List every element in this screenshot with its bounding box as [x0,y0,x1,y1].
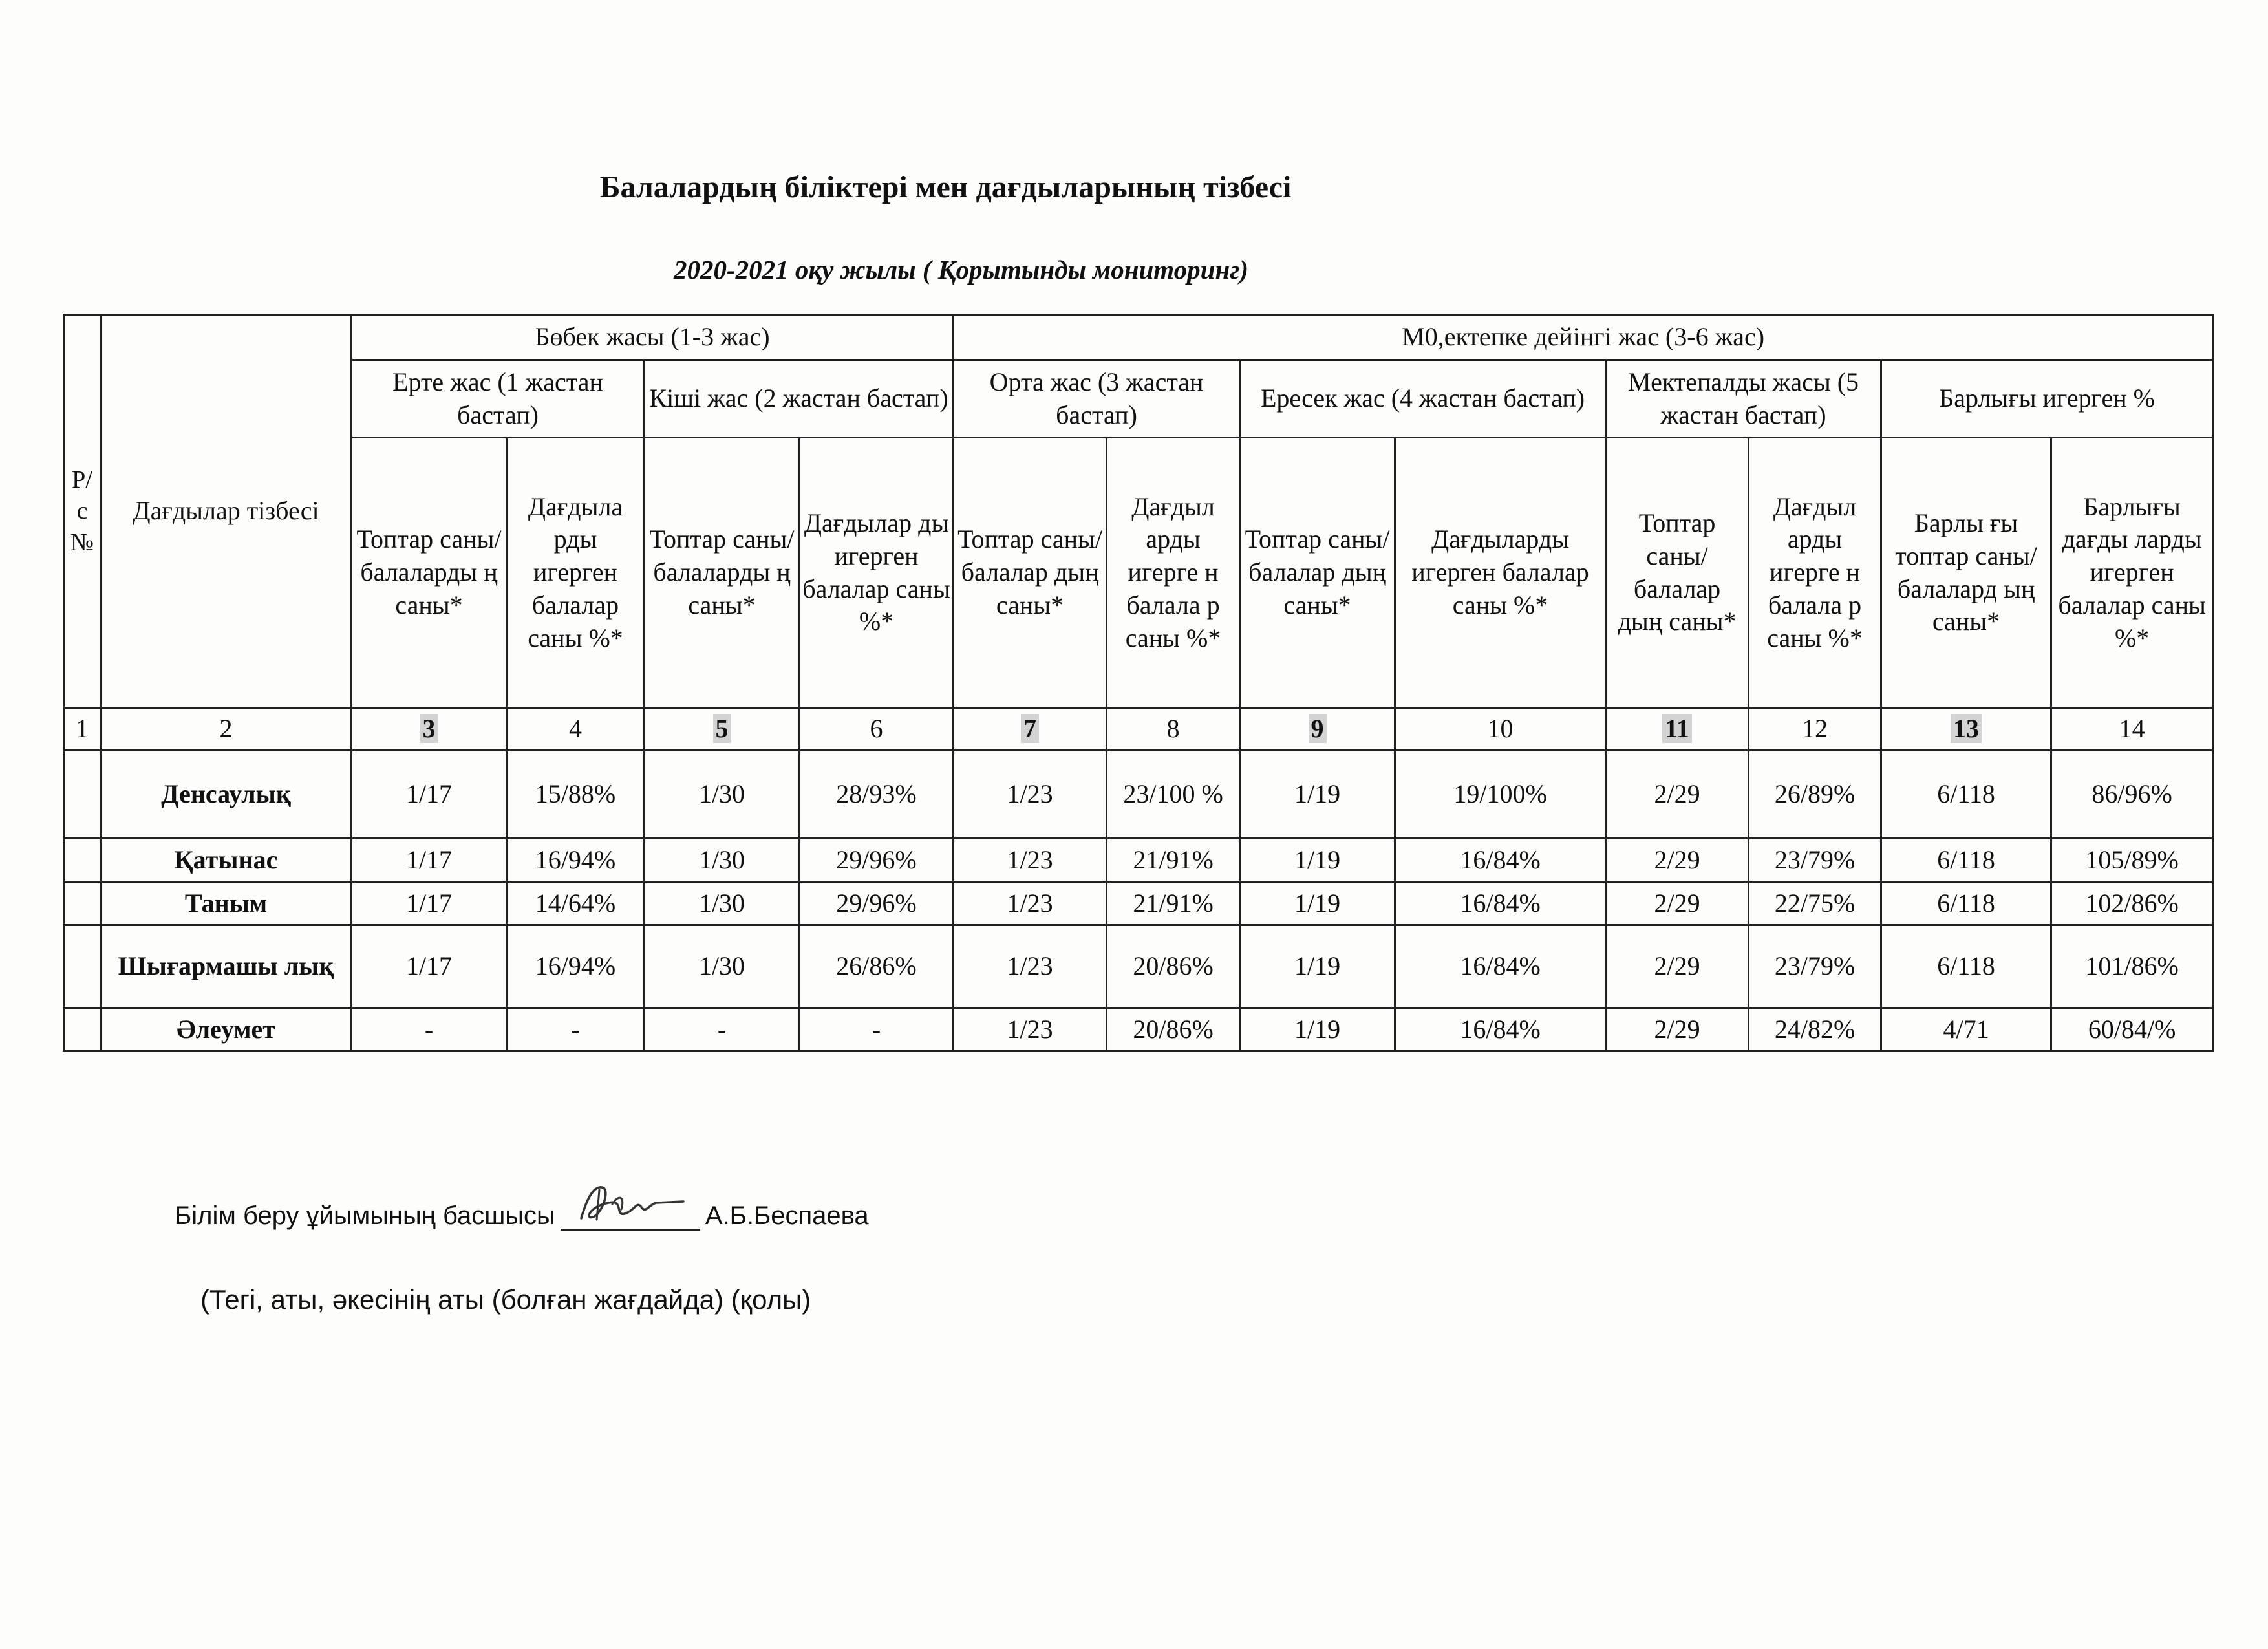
column-number: 5 [645,708,800,751]
data-cell: 28/93% [800,751,954,839]
data-cell: 2/29 [1606,751,1749,839]
column-header: Топтар саны/ балалар дың саны* [1606,438,1749,708]
data-cell: - [645,1008,800,1051]
column-header: Барлығы дағды ларды игерген балалар саны %* [2051,438,2213,708]
data-cell: 16/94% [507,839,645,882]
data-cell: 1/30 [645,882,800,925]
column-number: 12 [1749,708,1881,751]
skills-monitoring-table [63,314,2214,1052]
data-cell: 19/100% [1395,751,1606,839]
column-header: Дағдылар ды игерген балалар саны %* [800,438,954,708]
data-cell: 1/19 [1240,882,1395,925]
document-title: Балалардың біліктері мен дағдыларының тізбесі [599,170,1292,204]
data-cell: 1/19 [1240,925,1395,1008]
data-cell: 23/79% [1749,925,1881,1008]
head-label: Білім беру ұйымының басшысы [175,1202,555,1230]
data-cell: 4/71 [1881,1008,2051,1051]
document-subtitle: 2020-2021 оқу жылы ( Қорытынды мониторинг) [673,255,1248,285]
age-group-header: Бөбек жасы (1-3 жас) [352,315,954,360]
data-cell: 1/23 [954,839,1107,882]
column-header: Топтар саны/ балалар дың саны* [954,438,1107,708]
data-cell: 20/86% [1107,1008,1240,1051]
data-cell: 16/84% [1395,925,1606,1008]
data-cell: 2/29 [1606,882,1749,925]
data-cell: 105/89% [2051,839,2213,882]
column-header: Дағдыл арды игерге н балала р саны %* [1749,438,1881,708]
row-number-cell [64,1008,101,1051]
data-cell: 21/91% [1107,839,1240,882]
data-cell: 1/17 [352,882,507,925]
subgroup-header: Орта жас (3 жастан бастап) [954,360,1240,438]
age-group-header: М0,ектепке дейінгі жас (3-6 жас) [954,315,2213,360]
data-cell: 22/75% [1749,882,1881,925]
column-header: Топтар саны/ балаларды ң саны* [645,438,800,708]
data-cell: 16/84% [1395,839,1606,882]
data-cell: 1/19 [1240,751,1395,839]
data-cell: 6/118 [1881,839,2051,882]
data-cell: 101/86% [2051,925,2213,1008]
data-cell: 1/19 [1240,839,1395,882]
skill-name: Денсаулық [101,751,352,839]
column-header: Дағдыларды игерген балалар саны %* [1395,438,1606,708]
table-row [64,751,2213,839]
data-cell: 29/96% [800,839,954,882]
column-header: Барлы ғы топтар саны/ балалард ың саны* [1881,438,2051,708]
data-cell: 29/96% [800,882,954,925]
data-cell: 86/96% [2051,751,2213,839]
column-number: 2 [101,708,352,751]
data-cell: 1/30 [645,839,800,882]
column-header: Дағдыла рды игерген балалар саны %* [507,438,645,708]
signature-note: (Тегі, аты, әкесінің аты (болған жағдайда) (қолы) [200,1284,811,1315]
column-header: Топтар саны/ балаларды ң саны* [352,438,507,708]
data-cell: 1/30 [645,751,800,839]
column-number: 3 [352,708,507,751]
skill-name: Әлеумет [101,1008,352,1051]
column-header: Топтар саны/ балалар дың саны* [1240,438,1395,708]
subgroup-header: Мектепалды жасы (5 жастан бастап) [1606,360,1881,438]
signature-line [175,1200,869,1231]
rownum-header: Р/с № [64,315,101,708]
data-cell: 1/23 [954,882,1107,925]
column-number: 14 [2051,708,2213,751]
data-cell: 14/64% [507,882,645,925]
data-cell: - [800,1008,954,1051]
column-number: 10 [1395,708,1606,751]
column-number: 9 [1240,708,1395,751]
data-cell: 2/29 [1606,1008,1749,1051]
data-cell: 2/29 [1606,839,1749,882]
data-cell: 1/19 [1240,1008,1395,1051]
data-cell: 1/30 [645,925,800,1008]
column-number-row [64,708,2213,751]
column-number: 4 [507,708,645,751]
table-row [64,1008,2213,1051]
data-cell: 1/17 [352,925,507,1008]
data-cell: 6/118 [1881,925,2051,1008]
row-number-cell [64,882,101,925]
data-cell: 16/84% [1395,1008,1606,1051]
data-cell: 1/17 [352,839,507,882]
data-cell: 1/23 [954,751,1107,839]
column-header: Дағдыл арды игерге н балала р саны %* [1107,438,1240,708]
table-row [64,925,2213,1008]
data-cell: 26/89% [1749,751,1881,839]
data-cell: 1/17 [352,751,507,839]
data-cell: 6/118 [1881,751,2051,839]
row-number-cell [64,839,101,882]
skill-name: Қатынас [101,839,352,882]
data-cell: 1/23 [954,925,1107,1008]
row-number-cell [64,751,101,839]
subgroup-header: Кіші жас (2 жастан бастап) [645,360,954,438]
column-number: 1 [64,708,101,751]
data-cell: 24/82% [1749,1008,1881,1051]
skill-name: Шығармашы лық [101,925,352,1008]
skills-header: Дағдылар тізбесі [101,315,352,708]
data-cell: 21/91% [1107,882,1240,925]
table-row [64,839,2213,882]
handwritten-signature-icon [573,1181,690,1227]
data-cell: 6/118 [1881,882,2051,925]
column-number: 11 [1606,708,1749,751]
data-cell: 20/86% [1107,925,1240,1008]
column-number: 8 [1107,708,1240,751]
head-name: А.Б.Беспаева [705,1202,869,1230]
column-number: 7 [954,708,1107,751]
table-row [64,882,2213,925]
data-cell: 1/23 [954,1008,1107,1051]
data-cell: 15/88% [507,751,645,839]
skill-name: Таным [101,882,352,925]
data-cell: 60/84/% [2051,1008,2213,1051]
row-number-cell [64,925,101,1008]
signature-field [561,1200,700,1231]
data-cell: 23/79% [1749,839,1881,882]
subgroup-header: Ересек жас (4 жастан бастап) [1240,360,1606,438]
data-cell: 16/84% [1395,882,1606,925]
subgroup-header: Барлығы игерген % [1881,360,2213,438]
data-cell: - [507,1008,645,1051]
column-number: 6 [800,708,954,751]
data-cell: 16/94% [507,925,645,1008]
data-cell: 102/86% [2051,882,2213,925]
column-number: 13 [1881,708,2051,751]
subgroup-header: Ерте жас (1 жастан бастап) [352,360,645,438]
data-cell: 23/100 % [1107,751,1240,839]
data-cell: 2/29 [1606,925,1749,1008]
data-cell: 26/86% [800,925,954,1008]
data-cell: - [352,1008,507,1051]
